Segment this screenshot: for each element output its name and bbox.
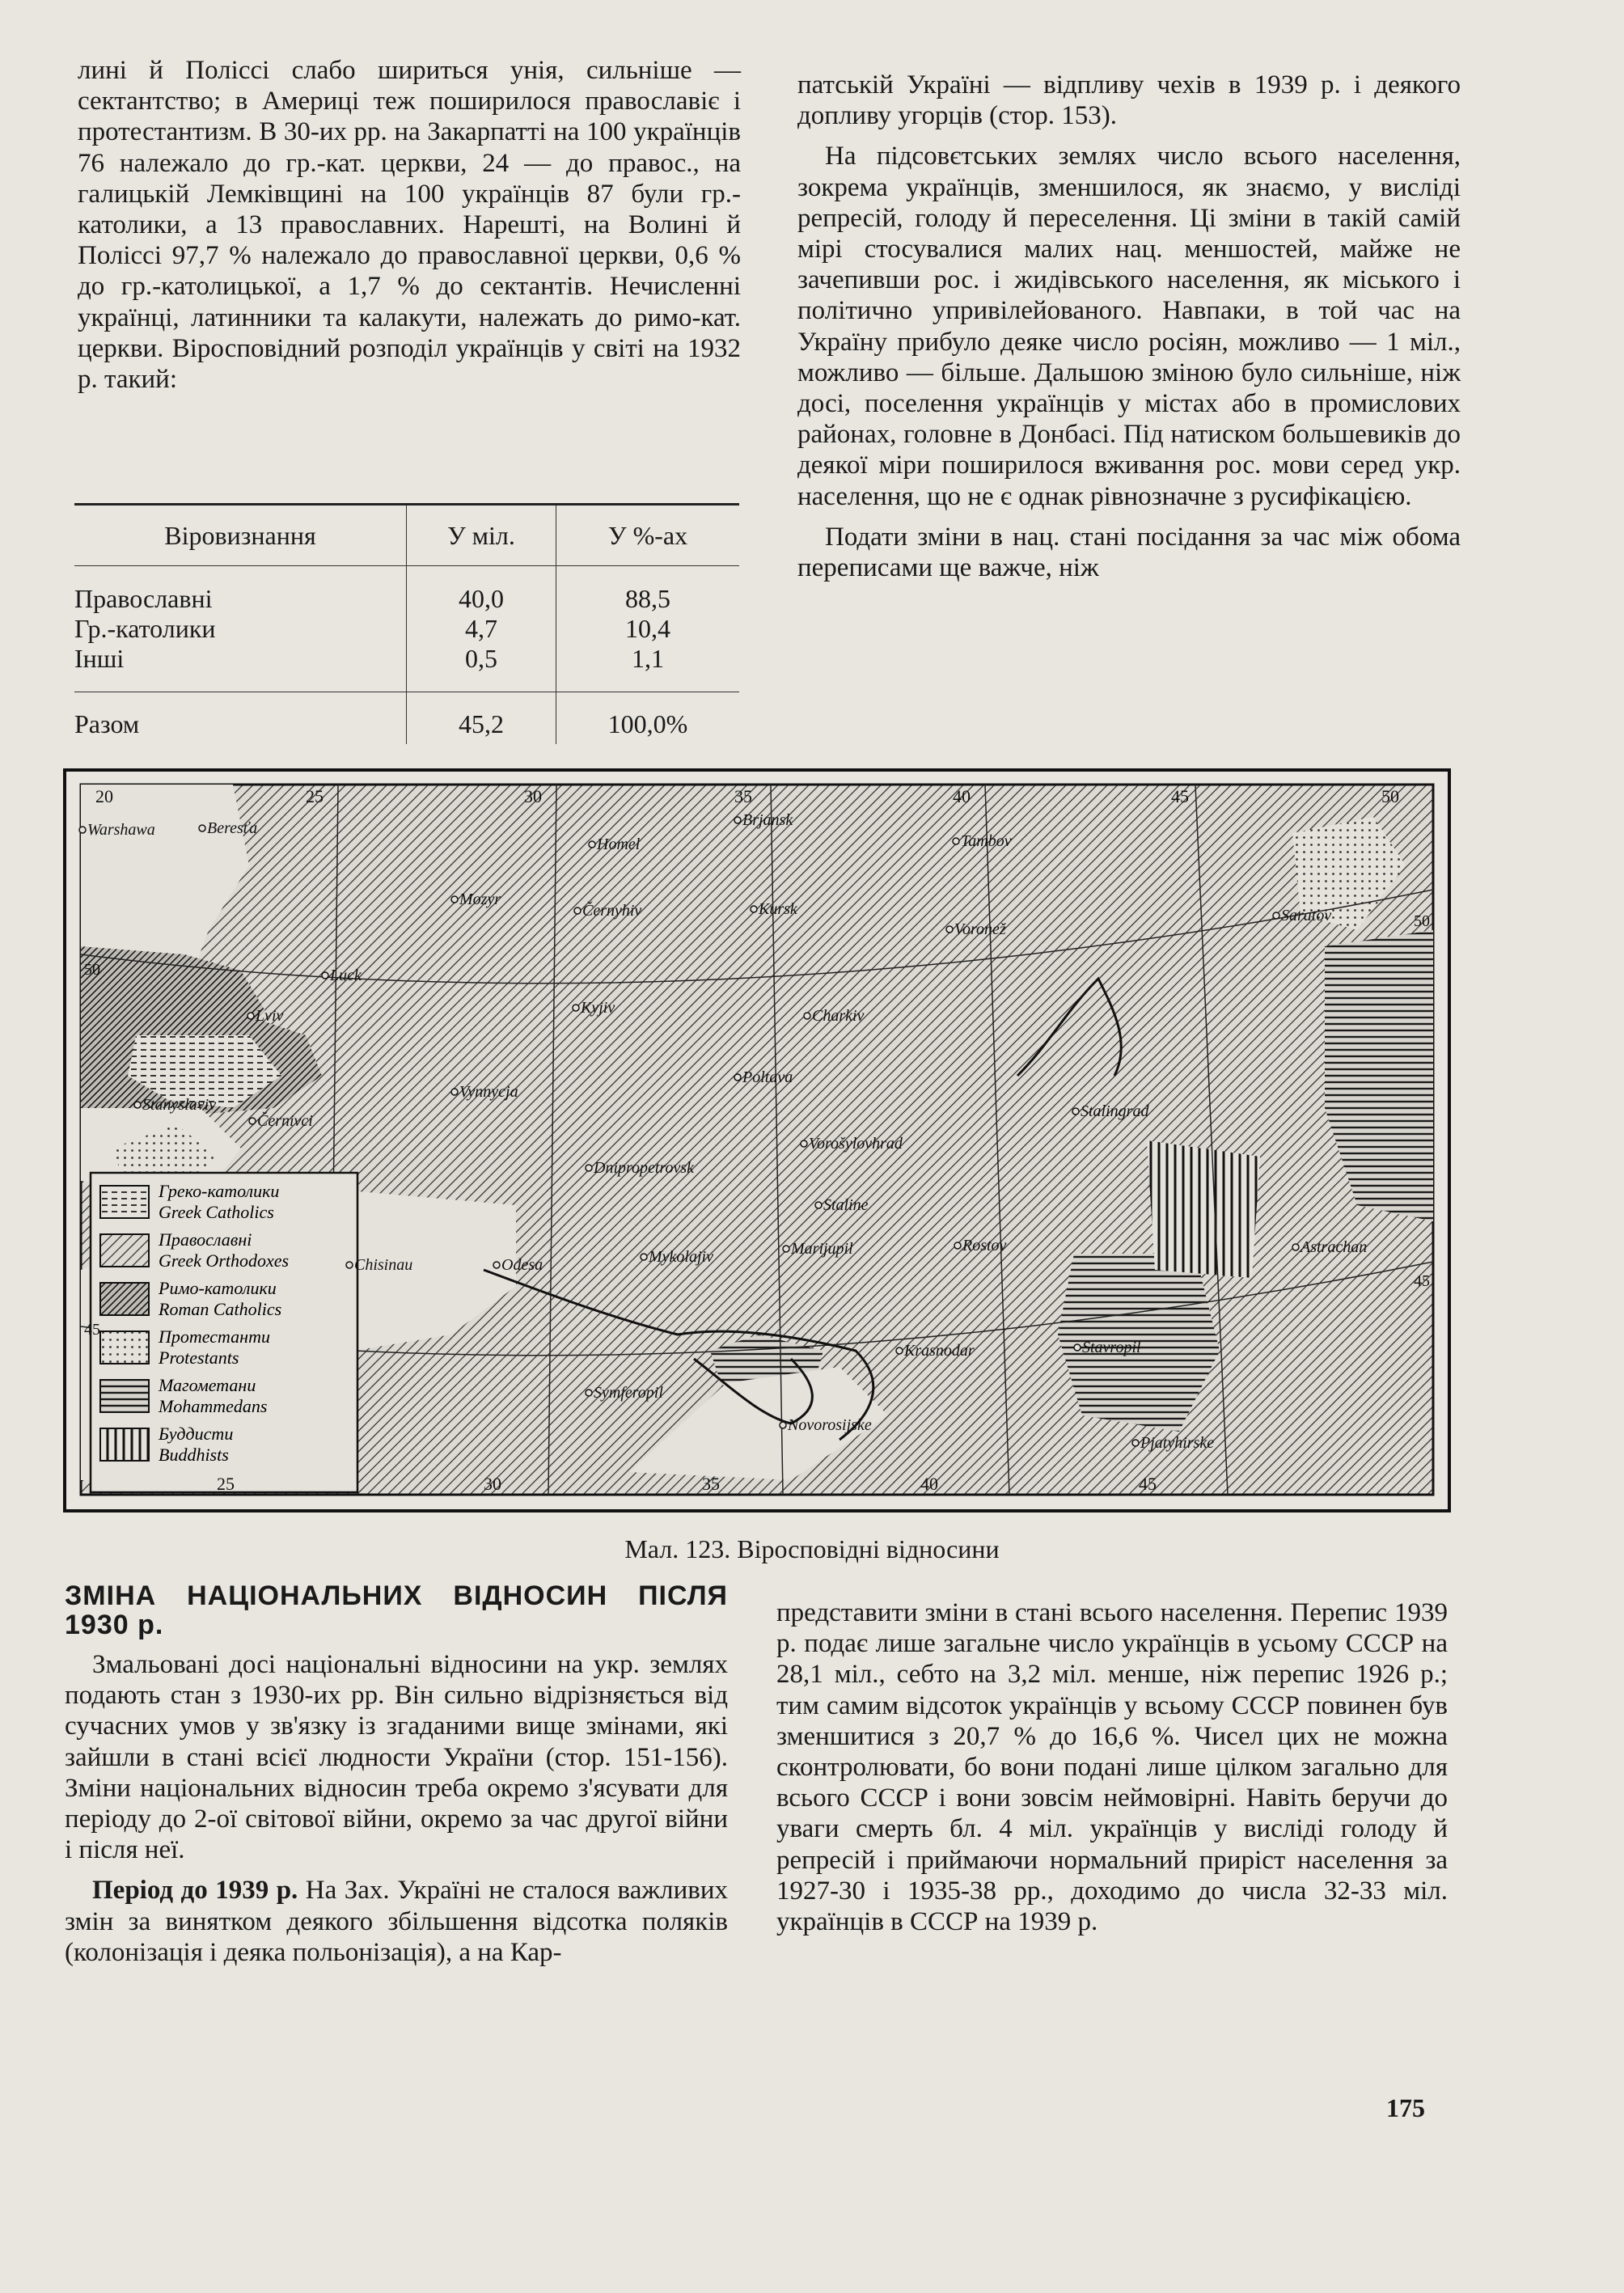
city-marker bbox=[199, 825, 205, 831]
city-label: Černivci bbox=[257, 1112, 313, 1130]
legend-protestant-en: Protestants bbox=[159, 1347, 239, 1368]
city-marker bbox=[954, 1242, 961, 1249]
map-legend bbox=[91, 1173, 357, 1492]
city-label: Symferopil bbox=[594, 1384, 663, 1402]
city-marker bbox=[249, 1118, 256, 1124]
city-label: Stalingrad bbox=[1081, 1102, 1149, 1120]
top-left-paragraph: лині й Поліссі слабо шириться унія, сильніше — сектантство; в Америці теж поширилося православіє і протестантизм. В 30-их рр. на Закарпатті на 100 українців 76 належало до гр.-кат. церкви, 24 — до правос., на галицькій Лемківщині на 100 українців 87 були гр.-католики, а 13 православних. Нарешті, на Волині й Поліссі 97,7 % належало до православної церкви, 0,6 % до гр.-католицької, а 1,7 % до сектантів. Нечисленні українці, латинники та калакути, належать до римо-кат. церкви. Віросповідний розподіл українців у світі на 1932 р. такий: bbox=[78, 56, 741, 395]
city-label: Černyhiv bbox=[582, 902, 642, 920]
city-label: Mykolajiv bbox=[649, 1248, 713, 1266]
longitude-label-bottom: 45 bbox=[1139, 1474, 1157, 1494]
city-label: Poltava bbox=[742, 1068, 793, 1086]
legend-protestant-uk: Протестанти bbox=[159, 1326, 270, 1347]
city-label: Chisinau bbox=[354, 1256, 413, 1274]
city-marker bbox=[589, 841, 595, 848]
latitude-label-left: 45 bbox=[84, 1321, 100, 1339]
legend-orthodox-en: Greek Orthodoxes bbox=[159, 1250, 290, 1271]
legend-greek-catholic-en: Greek Catholics bbox=[159, 1202, 274, 1222]
row-percent: 1,1 bbox=[556, 644, 740, 674]
row-millions: 0,5 bbox=[407, 644, 556, 674]
period-text: На Зах. Україні не сталося важливих змін за винятком деякого збільшення відсотка поляків (колонізація і деяка польонізація), а на Кар- bbox=[65, 1876, 729, 1967]
city-label: Stavropil bbox=[1082, 1339, 1141, 1356]
bottom-left-paragraph-2 bbox=[65, 1875, 728, 1968]
longitude-label-bottom: 35 bbox=[702, 1474, 720, 1494]
table-row bbox=[74, 644, 739, 674]
city-marker bbox=[573, 1005, 579, 1011]
city-marker bbox=[734, 817, 741, 823]
row-millions: 40,0 bbox=[407, 584, 556, 614]
section-heading: ЗМІНА НАЦІОНАЛЬНИХ ВІДНОСИН ПІСЛЯ 1930 р. bbox=[65, 1580, 728, 1640]
bottom-right-column bbox=[776, 1597, 1448, 1937]
latitude-label-right: 45 bbox=[1414, 1272, 1430, 1290]
city-label: Vynnycja bbox=[459, 1083, 518, 1101]
city-label: Astrachan bbox=[1300, 1238, 1368, 1256]
city-label: Luck bbox=[330, 967, 362, 984]
row-percent: 88,5 bbox=[556, 584, 740, 614]
table-total-row bbox=[74, 692, 739, 745]
legend-greek-catholic-uk: Греко-католики bbox=[159, 1181, 280, 1201]
latitude-label-right: 50 bbox=[1414, 912, 1430, 930]
longitude-label-top: 45 bbox=[1171, 786, 1189, 806]
city-label: Charkiv bbox=[812, 1007, 865, 1025]
city-label: Voronež bbox=[954, 920, 1006, 938]
city-label: Pjatyhirske bbox=[1140, 1434, 1215, 1452]
city-marker bbox=[586, 1165, 592, 1171]
table-header-millions: У міл. bbox=[407, 505, 556, 566]
longitude-label-bottom: 30 bbox=[484, 1474, 501, 1494]
city-marker bbox=[1072, 1108, 1079, 1115]
city-marker bbox=[322, 972, 328, 979]
row-name: Гр.-католики bbox=[74, 614, 216, 643]
legend-swatch-roman-catholic bbox=[100, 1283, 149, 1315]
row-name: Православні bbox=[74, 584, 213, 613]
legend-buddhist-en: Buddhists bbox=[159, 1445, 229, 1465]
city-label: Marijupil bbox=[791, 1240, 853, 1258]
city-label: Stanyslaviv bbox=[142, 1096, 217, 1114]
page-number: 175 bbox=[1386, 2093, 1425, 2122]
table-row bbox=[74, 584, 739, 614]
longitude-label-top: 40 bbox=[953, 786, 971, 806]
city-marker bbox=[815, 1202, 822, 1208]
city-marker bbox=[734, 1074, 741, 1081]
legend-buddhist-uk: Буддисти bbox=[159, 1424, 234, 1444]
city-label: Beresťa bbox=[207, 819, 258, 837]
figure-caption: Мал. 123. Віросповідні відносини bbox=[624, 1534, 1000, 1563]
legend-swatch-buddhist bbox=[100, 1428, 149, 1461]
total-percent: 100,0% bbox=[556, 692, 740, 745]
city-marker bbox=[804, 1013, 810, 1019]
legend-swatch-greek-catholic bbox=[100, 1186, 149, 1218]
city-marker bbox=[953, 838, 959, 844]
legend-mohammedan-uk: Магометани bbox=[159, 1375, 256, 1395]
row-millions: 4,7 bbox=[407, 614, 556, 644]
longitude-label-bottom: 25 bbox=[217, 1474, 235, 1494]
city-marker bbox=[586, 1390, 592, 1396]
period-runhead: Період до 1939 р. bbox=[92, 1876, 298, 1906]
city-label: Homel bbox=[597, 836, 641, 853]
city-label: Odesa bbox=[501, 1256, 543, 1274]
city-marker bbox=[451, 896, 458, 903]
city-marker bbox=[493, 1262, 500, 1268]
legend-swatch-orthodox bbox=[100, 1234, 149, 1267]
bottom-left-paragraph-1: Змальовані досі національні відносини на укр. землях подають стан з 1930-их рр. Він сильно відрізняється від сучасних умов у зв'язку із згаданими вище змінами, які зайшли в стані всієї людности України (стор. 151-156). Зміни національних відносин треба окремо з'ясувати для періоду до 2-ої світової війни, окремо за час другої війни і після неї. bbox=[65, 1650, 728, 1865]
top-right-paragraph-3: Подати зміни в нац. стані посідання за час між обома переписами ще важче, ніж bbox=[797, 522, 1461, 583]
legend-orthodox-uk: Православні bbox=[159, 1229, 252, 1250]
longitude-label-top: 20 bbox=[95, 786, 113, 806]
city-marker bbox=[641, 1254, 647, 1260]
city-label: Staline bbox=[823, 1196, 869, 1214]
city-marker bbox=[134, 1102, 141, 1108]
table-header-percent: У %-ах bbox=[556, 505, 740, 566]
city-label: Rostov bbox=[962, 1237, 1007, 1254]
longitude-label-top: 50 bbox=[1381, 786, 1399, 806]
total-name: Разом bbox=[74, 692, 407, 745]
longitude-label-top: 30 bbox=[524, 786, 542, 806]
legend-swatch-protestant bbox=[100, 1331, 149, 1364]
city-marker bbox=[896, 1347, 903, 1354]
city-marker bbox=[247, 1013, 254, 1019]
city-marker bbox=[574, 907, 581, 914]
city-label: Novorosijske bbox=[788, 1416, 872, 1434]
city-label: Saratov bbox=[1281, 907, 1332, 924]
top-right-paragraph-1: патській Україні — відпливу чехів в 1939 р. і деякого допливу угорців (стор. 153). bbox=[797, 70, 1461, 131]
table-header-religion: Віровизнання bbox=[74, 505, 407, 566]
religion-map bbox=[63, 768, 1451, 1512]
top-right-column bbox=[797, 70, 1461, 583]
city-label: Brjansk bbox=[742, 811, 793, 829]
city-label: Kursk bbox=[759, 900, 797, 918]
city-label: Lviv bbox=[256, 1007, 284, 1025]
legend-mohammedan-en: Mohammedans bbox=[159, 1396, 268, 1416]
longitude-label-top: 25 bbox=[306, 786, 324, 806]
city-label: Dnipropetrovsk bbox=[594, 1159, 695, 1177]
legend-roman-catholic-uk: Римо-католики bbox=[159, 1278, 277, 1298]
longitude-label-top: 35 bbox=[734, 786, 752, 806]
row-percent: 10,4 bbox=[556, 614, 740, 644]
city-label: Vorošylovhrad bbox=[809, 1135, 903, 1153]
city-marker bbox=[451, 1089, 458, 1095]
total-millions: 45,2 bbox=[407, 692, 556, 745]
city-marker bbox=[1074, 1344, 1081, 1351]
city-label: Warshawa bbox=[87, 821, 155, 839]
latitude-label-left: 50 bbox=[84, 961, 100, 979]
city-marker bbox=[1132, 1440, 1139, 1446]
city-label: Tambov bbox=[961, 832, 1012, 850]
legend-swatch-mohammedan bbox=[100, 1380, 149, 1412]
city-marker bbox=[79, 827, 86, 833]
top-left-column bbox=[78, 55, 741, 395]
city-label: Krasnodar bbox=[904, 1342, 975, 1360]
city-marker bbox=[1292, 1244, 1299, 1250]
city-marker bbox=[946, 926, 953, 933]
bottom-right-paragraph: представити зміни в стані всього населення. Перепис 1939 р. подає лише загальне число українців в усьому СССР на 28,1 міл., себто на 3,2 міл. менше, ніж перепис 1926 р.; тим самим відсоток українців у всьому СССР повинен був зменшитися з 20,7 % до 16,6 %. Чисел цих не можна сконтролювати, бо вони подані лише цілком загально для всього СССР і вони зовсім неймовірні. Навіть беручи до уваги смерть бл. 4 міл. українців у висліді голоду й репресій і приймаючи нормальний приріст населення за 1927-30 і 1935-38 рр., доходимо до числа 32-33 міл. українців в СССР на 1939 р. bbox=[776, 1598, 1448, 1937]
religion-table bbox=[74, 503, 739, 744]
table-row bbox=[74, 614, 739, 644]
city-marker bbox=[346, 1262, 353, 1268]
area-buddhist bbox=[1147, 1140, 1260, 1278]
top-right-paragraph-2: На підсовєтських землях число всього населення, зокрема українців, зменшилося, як знаємо, у висліді репресій, голоду й переселення. Ці зміни в такій самій мірі стосувалися малих нац. меншостей, майже не зачепивши рос. і жидівського населення, як міського і політично упривілейованого. Навпаки, в той час на Україну прибуло деяке число росіян, можливо — 1 міл., можливо — більше. Дальшою зміною було сильніше, ніж досі, поселення українців у містах або в промислових районах, головне в Донбасі. Під натиском большевиків до деякої міри поширилося вживання рос. мови серед укр. населення, що не є однак рівнозначне з русифікацією. bbox=[797, 142, 1461, 511]
city-marker bbox=[1273, 912, 1279, 919]
city-label: Mozyr bbox=[459, 891, 501, 908]
city-marker bbox=[751, 906, 757, 912]
longitude-label-bottom: 40 bbox=[920, 1474, 938, 1494]
city-label: Kyjiv bbox=[581, 999, 615, 1017]
legend-roman-catholic-en: Roman Catholics bbox=[159, 1299, 282, 1319]
city-marker bbox=[783, 1246, 789, 1252]
city-marker bbox=[801, 1140, 807, 1147]
row-name: Інші bbox=[74, 644, 125, 673]
bottom-left-column bbox=[65, 1581, 728, 1968]
city-marker bbox=[780, 1422, 786, 1428]
